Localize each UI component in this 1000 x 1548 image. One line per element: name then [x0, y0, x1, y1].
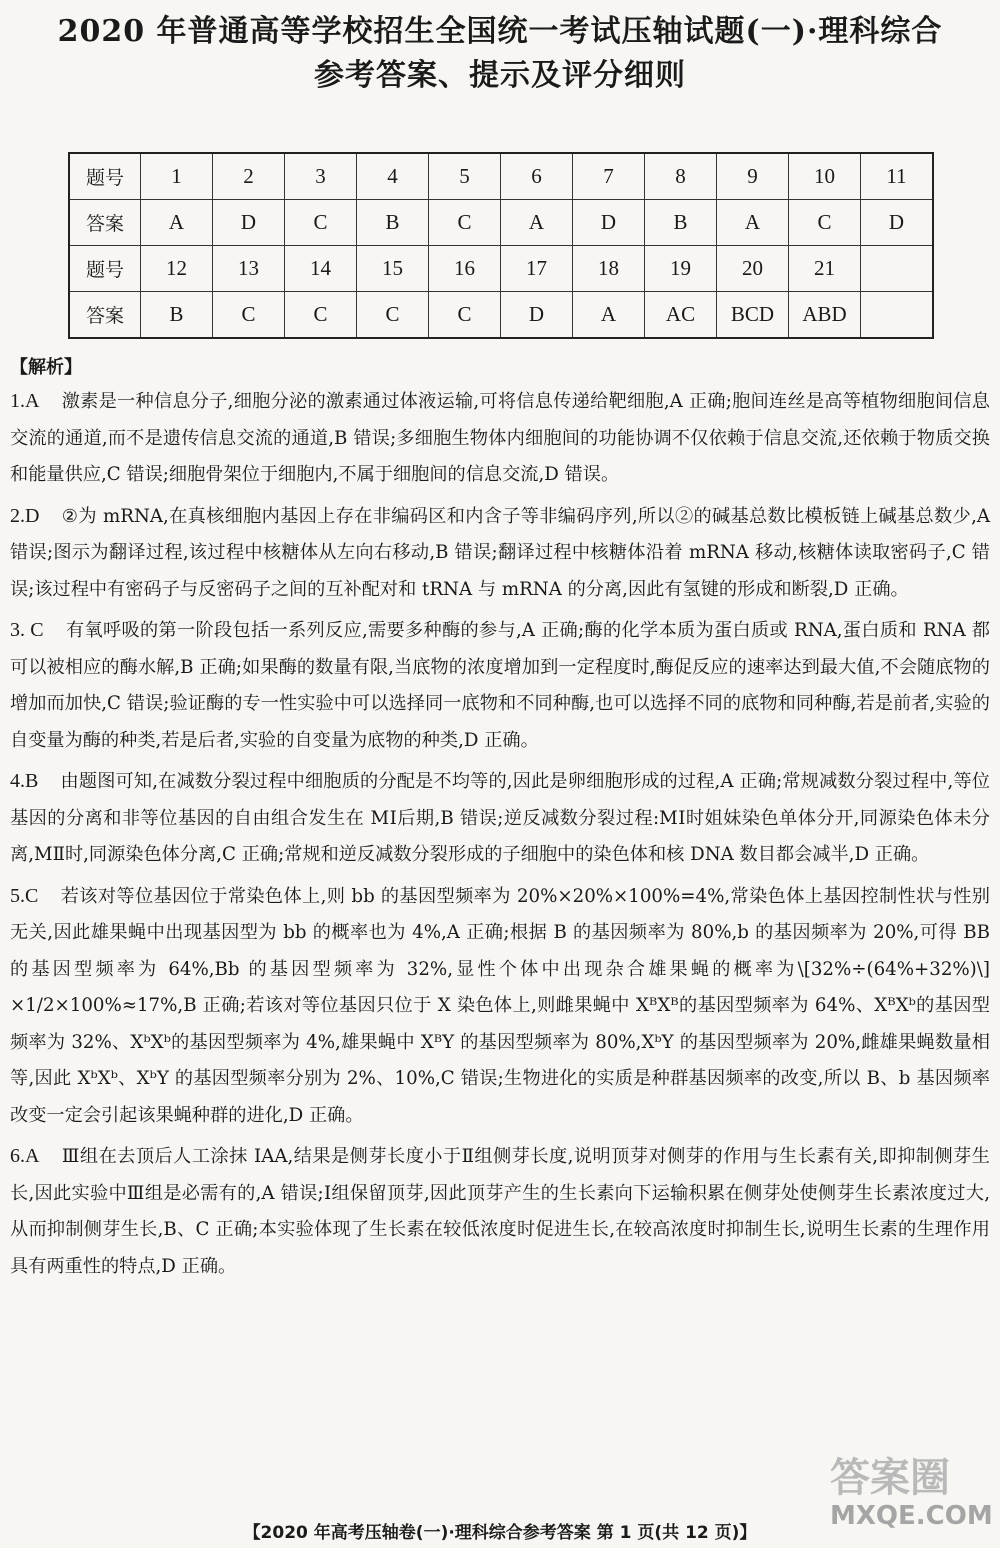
table-cell: C	[789, 200, 861, 246]
page-footer: 【2020 年高考压轴卷(一)·理科综合参考答案 第 1 页(共 12 页)】	[243, 1523, 757, 1543]
table-cell: A	[501, 200, 573, 246]
table-cell: AC	[645, 292, 717, 339]
table-cell: C	[285, 200, 357, 246]
table-cell: 1	[141, 153, 213, 200]
analysis-item	[10, 763, 990, 874]
analysis-item-text: 有氧呼吸的第一阶段包括一系列反应,需要多种酶的参与,A 正确;酶的化学本质为蛋白质或 RNA,蛋白质和 RNA 都可以被相应的酶水解,B 正确;如果酶的数量有限,当底物的浓度增加到一定程度时,酶促反应的速率达到最大值,不会随底物的增加而加快,C 错误;验证酶的专一性实验中可以选择同一底物和不同种酶,也可以选择不同的底物和同种酶,若是前者,实验的自变量为酶的种类,若是后者,实验的自变量为底物的种类,D 正确。	[10, 620, 990, 751]
table-cell: ABD	[789, 292, 861, 339]
table-cell: 3	[285, 153, 357, 200]
table-cell	[861, 246, 934, 292]
table-cell: 14	[285, 246, 357, 292]
table-cell: 7	[573, 153, 645, 200]
table-row	[69, 292, 933, 339]
table-cell: B	[645, 200, 717, 246]
analysis-item	[10, 383, 990, 494]
answer-table	[68, 152, 934, 339]
section-label: 【解析】	[10, 357, 82, 378]
table-cell: 15	[357, 246, 429, 292]
table-cell: D	[573, 200, 645, 246]
analysis-item-text: Ⅲ组在去顶后人工涂抹 IAA,结果是侧芽长度小于Ⅱ组侧芽长度,说明顶芽对侧芽的作用与生长素有关,即抑制侧芽生长,因此实验中Ⅲ组是必需有的,A 错误;Ⅰ组保留顶芽,因此顶芽产生的生长素向下运输积累在侧芽处使侧芽生长素浓度过大,从而抑制侧芽生长,B、C 正确;本实验体现了生长素在较低浓度时促进生长,在较高浓度时抑制生长,说明生长素的生理作用具有两重性的特点,D 正确。	[10, 1146, 990, 1277]
table-row-header: 答案	[69, 200, 141, 246]
page-subtitle: 参考答案、提示及评分细则	[314, 58, 686, 93]
watermark-logo-text: 答案圈	[830, 1455, 950, 1501]
page-title: 2020 年普通高等学校招生全国统一考试压轴试题(一)·理科综合	[57, 14, 943, 49]
table-cell: 11	[861, 153, 934, 200]
watermark-logo	[830, 1455, 993, 1535]
table-row	[69, 153, 933, 200]
analysis-item	[10, 612, 990, 759]
analysis-item-text: 由题图可知,在减数分裂过程中细胞质的分配是不均等的,因此是卵细胞形成的过程,A 正确;常规减数分裂过程中,等位基因的分离和非等位基因的自由组合发生在 MⅠ后期,B 错误;逆反减数分裂过程:MⅠ时姐妹染色单体分开,同源染色体未分离,MⅡ时,同源染色体分离,C 正确;常规和逆反减数分裂形成的子细胞中的染色体和核 DNA 数目都会减半,D 正确。	[10, 771, 990, 865]
analysis-item-text: ②为 mRNA,在真核细胞内基因上存在非编码区和内含子等非编码序列,所以②的碱基总数比模板链上碱基总数少,A 错误;图示为翻译过程,该过程中核糖体从左向右移动,B 错误;翻译过程中核糖体沿着 mRNA 移动,核糖体读取密码子,C 错误;该过程中有密码子与反密码子之间的互补配对和 tRNA 与 mRNA 的分离,因此有氢键的形成和断裂,D 正确。	[10, 505, 990, 600]
analysis-item	[10, 1138, 990, 1285]
table-cell: C	[213, 292, 285, 339]
analysis-item-number: 3. C	[10, 619, 44, 641]
table-row-header: 答案	[69, 292, 141, 339]
table-cell: 20	[717, 246, 789, 292]
table-cell: 8	[645, 153, 717, 200]
analysis-item-number: 6.A	[10, 1145, 40, 1167]
analysis-item-number: 4.B	[10, 770, 39, 792]
table-cell: D	[213, 200, 285, 246]
table-cell: 5	[429, 153, 501, 200]
table-cell: 4	[357, 153, 429, 200]
table-cell: 13	[213, 246, 285, 292]
table-cell: A	[573, 292, 645, 339]
table-cell: A	[717, 200, 789, 246]
table-cell: C	[285, 292, 357, 339]
table-cell: 19	[645, 246, 717, 292]
table-cell: D	[861, 200, 934, 246]
table-cell: BCD	[717, 292, 789, 339]
table-cell: 17	[501, 246, 573, 292]
table-cell: 6	[501, 153, 573, 200]
table-cell: 16	[429, 246, 501, 292]
table-row	[69, 246, 933, 292]
table-cell: D	[501, 292, 573, 339]
table-cell: 21	[789, 246, 861, 292]
table-cell: B	[141, 292, 213, 339]
table-cell: 10	[789, 153, 861, 200]
watermark-url-text: MXQE.COM	[830, 1501, 993, 1531]
table-cell: 18	[573, 246, 645, 292]
table-cell: A	[141, 200, 213, 246]
table-cell: C	[357, 292, 429, 339]
table-row-header: 题号	[69, 246, 141, 292]
analysis-item-number: 2.D	[10, 504, 40, 527]
table-cell: C	[429, 292, 501, 339]
analysis-item-text: 激素是一种信息分子,细胞分泌的激素通过体液运输,可将信息传递给靶细胞,A 正确;胞间连丝是高等植物细胞间信息交流的通道,而不是遗传信息交流的通道,B 错误;多细胞生物体内细胞间的功能协调不仅依赖于信息交流,还依赖于物质交换和能量供应,C 错误;细胞骨架位于细胞内,不属于细胞间的信息交流,D 错误。	[10, 391, 990, 485]
analysis-list	[10, 383, 990, 1289]
table-cell: 9	[717, 153, 789, 200]
table-cell: 12	[141, 246, 213, 292]
table-cell	[861, 292, 934, 339]
table-cell: B	[357, 200, 429, 246]
analysis-item-number: 1.A	[10, 390, 40, 412]
table-row-header: 题号	[69, 153, 141, 200]
analysis-item-text: 若该对等位基因位于常染色体上,则 bb 的基因型频率为 20%×20%×100%=4%,常染色体上基因控制性状与性别无关,因此雄果蝇中出现基因型为 bb 的概率也为 4%,A 正确;根据 B 的基因频率为 80%,b 的基因频率为 20%,可得 BB 的基因型频率为 64%,Bb 的基因型频率为 32%,显性个体中出现杂合雄果蝇的概率为\[32%÷(64%+32%)\] ×1/2×100%≈17%,B 正确;若该对等位基因只位于 X 染色体上,则雌果蝇中 XᴮXᴮ的基因型频率为 64%、XᴮXᵇ的基因型频率为 32%、XᵇXᵇ的基因型频率为 4%,雄果蝇中 XᴮY 的基因型频率为 80%,XᵇY 的基因型频率为 20%,雌雄果蝇数量相等,因此 XᵇXᵇ、XᵇY 的基因型频率分别为 2%、10%,C 错误;生物进化的实质是种群基因频率的改变,所以 B、b 基因频率改变一定会引起该果蝇种群的进化,D 正确。	[10, 885, 990, 1126]
table-cell: 2	[213, 153, 285, 200]
analysis-item	[10, 498, 990, 609]
table-cell: C	[429, 200, 501, 246]
table-row	[69, 200, 933, 246]
analysis-item-number: 5.C	[10, 884, 39, 907]
analysis-item	[10, 878, 990, 1135]
